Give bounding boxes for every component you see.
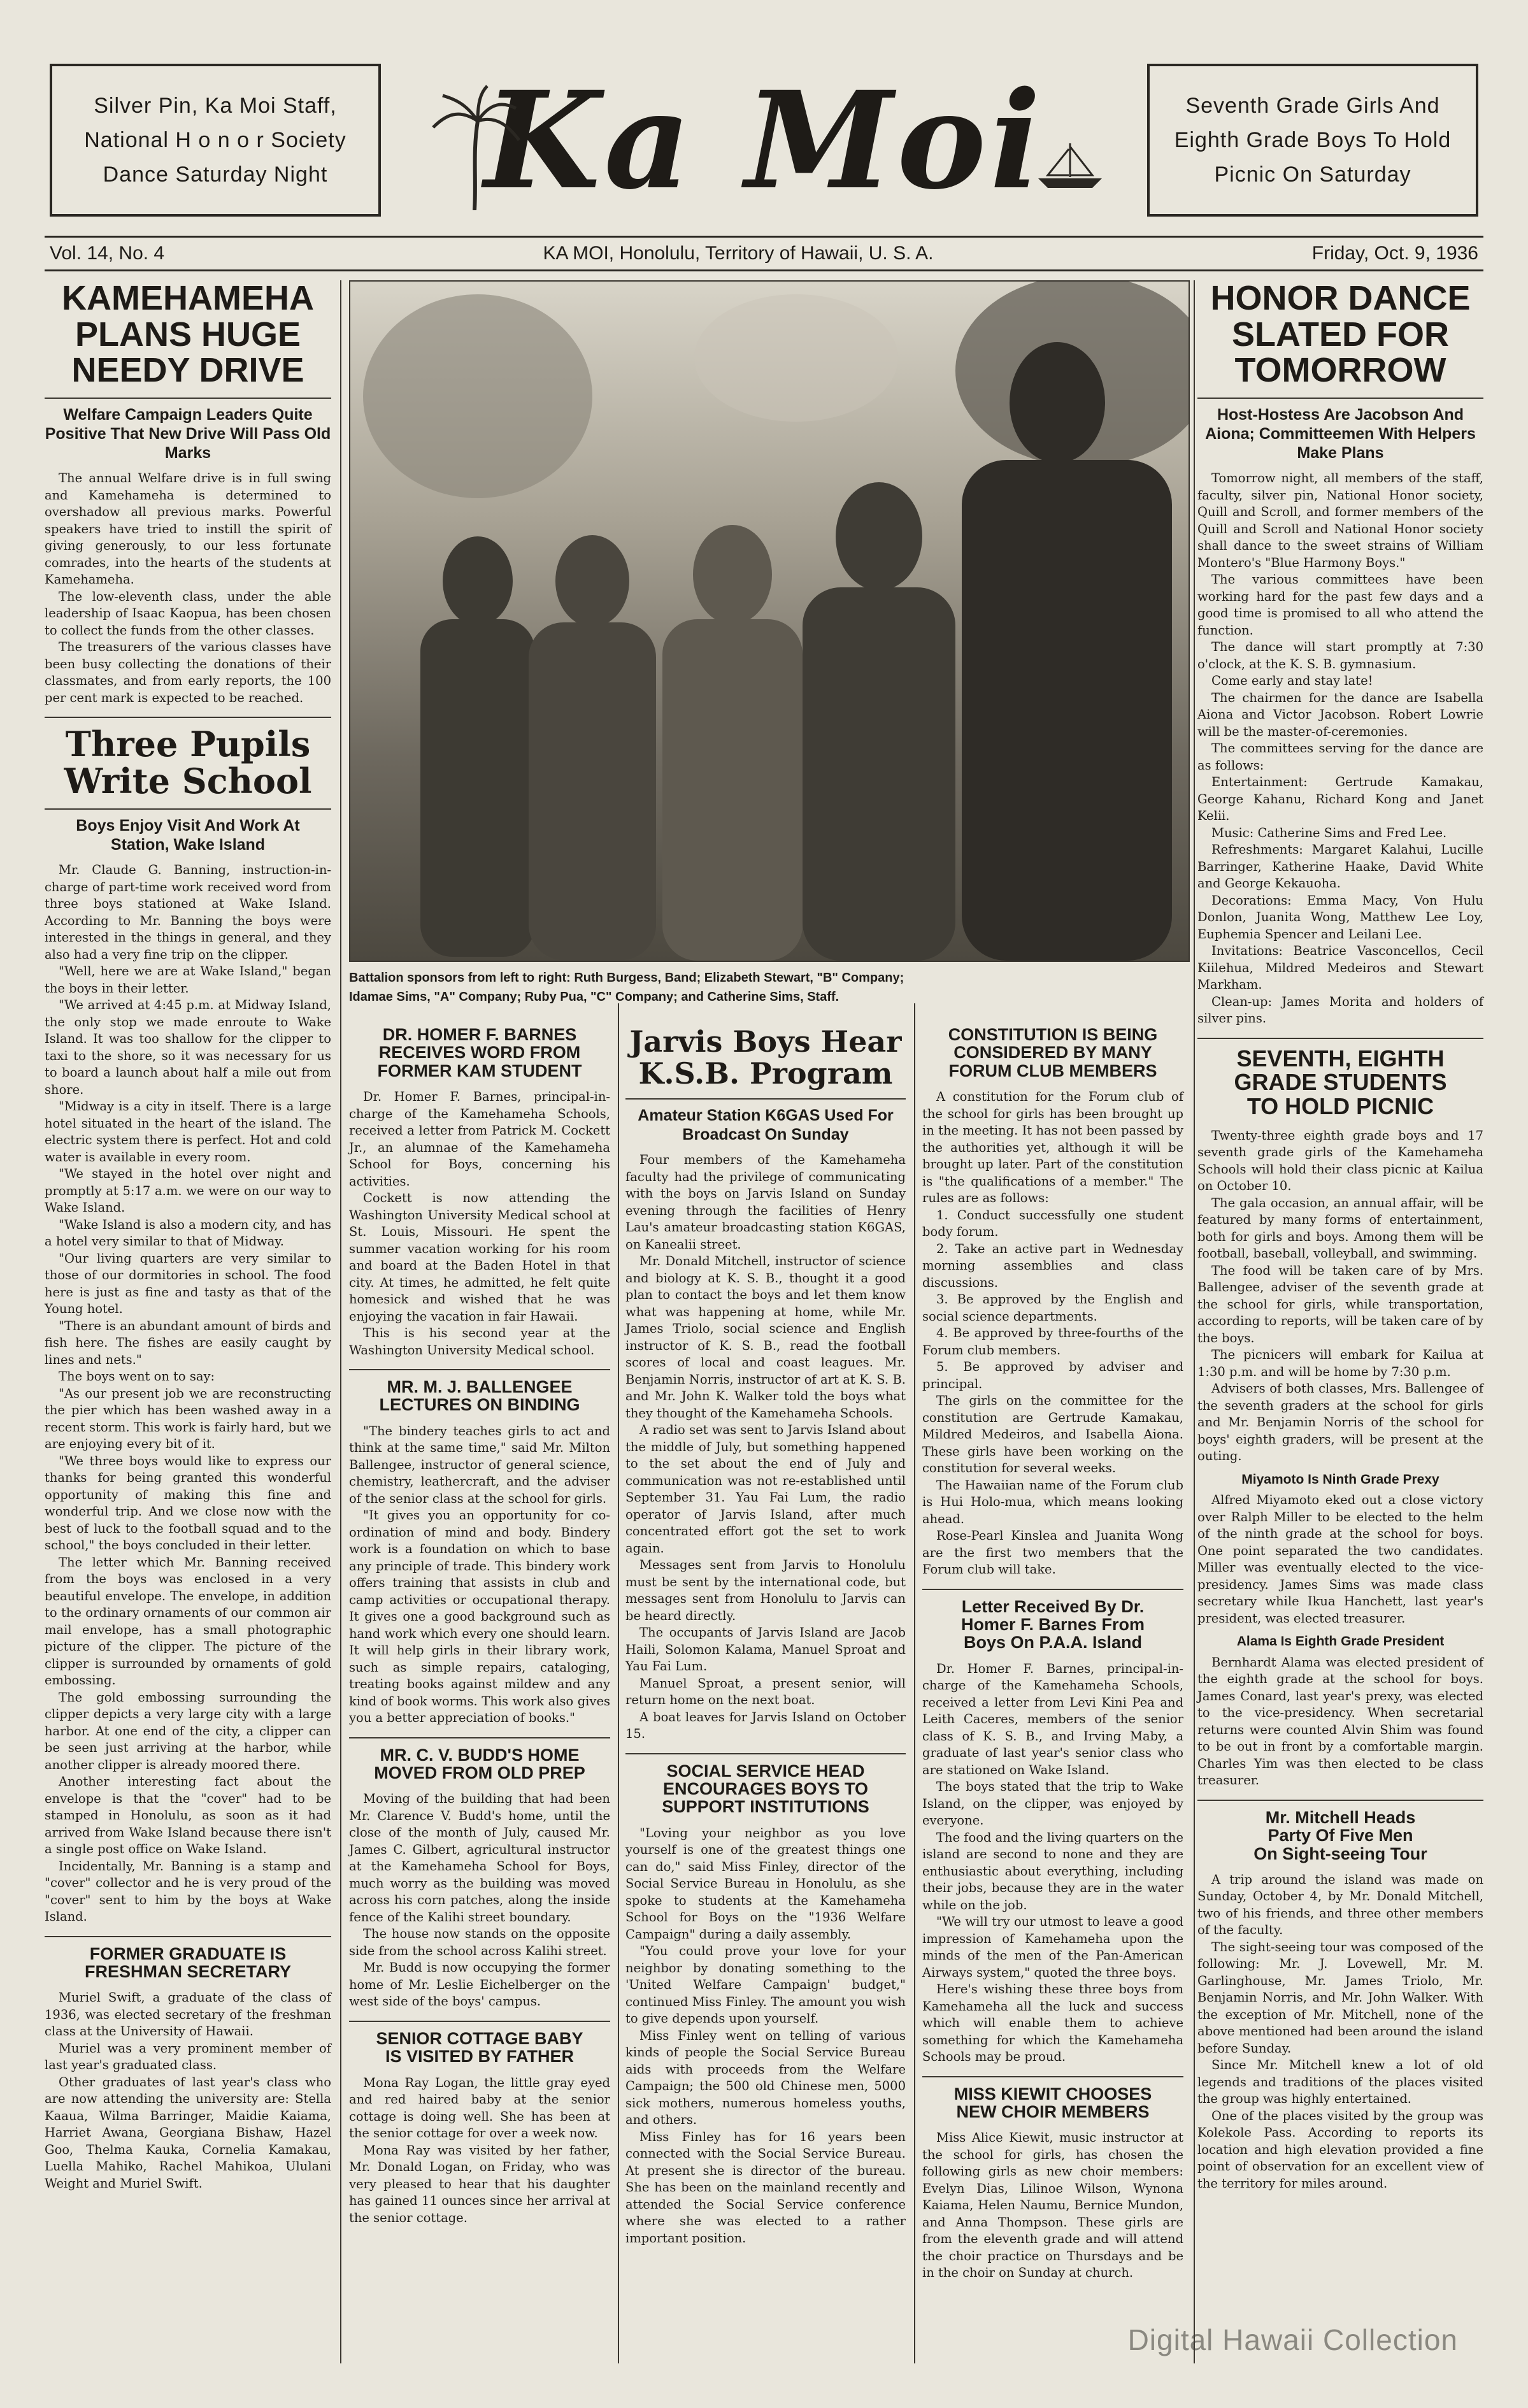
column-rule (1194, 280, 1195, 2363)
paragraph: Miss Alice Kiewit, music instructor at the school for girls, has chosen the following girls as new choir members: Evelyn Dias, Lilinoe Wilson, Wynona Kaiama, Helen Naumu, Bernice Mundon, and Anna Thompson. These girls are from the eleventh grade and will attend the choir practice on Thursdays and be in the choir on Sunday at church. (922, 2130, 1183, 2281)
article-kiewit-choir (922, 2085, 1183, 2282)
paragraph: Incidentally, Mr. Banning is a stamp and "cover" collector and he is very proud of the "cover" sent to him by the boys at Wake Island. (45, 1858, 331, 1924)
left-ear-line-1: Silver Pin, Ka Moi Staff, (94, 94, 337, 118)
headline-line: FRESHMAN SECRETARY (84, 1961, 291, 1981)
right-ear-line-1: Seventh Grade Girls And (1185, 94, 1440, 118)
paragraph: The occupants of Jarvis Island are Jacob Haili, Solomon Kalama, Manuel Sproat and Yau Fai Lum. (625, 1625, 906, 1673)
subheadline: Boys Enjoy Visit And Work At Station, Wake Island (45, 808, 331, 854)
paragraph: The food will be taken care of by Mrs. Ballengee, adviser of the seventh grade at the school for girls, while transportation, according to reports, will be taken care of by the boys. (1197, 1263, 1483, 1345)
headline-line: MR. C. V. BUDD'S HOME (380, 1745, 580, 1765)
subheadline: Welfare Campaign Leaders Quite Positive That New Drive Will Pass Old Marks (45, 398, 331, 462)
paragraph: "Well, here we are at Wake Island," began the boys in their letter. (45, 964, 331, 996)
paragraph: Decorations: Emma Macy, Von Hulu Donlon, Juanita Wong, Matthew Lee Loy, Euphemia Spencer and Leilani Lee. (1197, 892, 1483, 942)
paragraph: Tomorrow night, all members of the staff, faculty, silver pin, National Honor society, Quill and Scroll, and former members of the Quill and Scroll and National Honor society shall dance to the sweet strains of William Montero's "Blue Harmony Boys." (1197, 471, 1483, 570)
headline (45, 1945, 331, 1981)
paragraph: Mr. Donald Mitchell, instructor of science and biology at K. S. B., thought it a good plan to contact the boys and let them know what was happening at home, while Mr. James Triolo, social science and English instructor of K. S. B., read the football scores of local and coast leagues. Mr. Benjamin Norris, instructor of art at K. S. B. and Mr. John K. Walker told the boys what they thought of the Kamehameha Schools. (625, 1254, 906, 1421)
paragraph: 5. Be approved by adviser and principal. (922, 1359, 1183, 1391)
headline-line: Letter Received By Dr. (961, 1596, 1145, 1616)
divider (922, 1589, 1183, 1590)
headline-line: FORUM CLUB MEMBERS (948, 1061, 1157, 1080)
paragraph: Dr. Homer F. Barnes, principal-in-charge of the Kamehameha Schools, received a letter from Patrick M. Cockett Jr., an alumnae of the Kamehameha School for Boys, concerning his activities. (349, 1089, 610, 1189)
subheadline: Host-Hostess Are Jacobson And Aiona; Committeemen With Helpers Make Plans (1197, 398, 1483, 462)
divider (1197, 1038, 1483, 1039)
paragraph: "The bindery teaches girls to act and think at the same time," said Mr. Milton Ballengee, instructor of general science, chemistry, leathercraft, and the adviser of the senior class at the school for girls. (349, 1423, 610, 1506)
paragraph: The annual Welfare drive is in full swing and Kamehameha is determined to overshadow all previous marks. Powerful speakers have tried to instill the spirit of giving generously, to our less fortunate comrades, into the hearts of the students at Kamehameha. (45, 471, 331, 587)
paragraph: Mr. Budd is now occupying the former home of Mr. Leslie Eichelberger on the west side of the boys' campus. (349, 1960, 610, 2009)
volume-number: Vol. 14, No. 4 (50, 243, 165, 264)
headline-line: IS VISITED BY FATHER (385, 2047, 575, 2067)
paragraph: "Our living quarters are very similar to those of our dormitories in school. The food here is just as fine and tasty as that of the Young hotel. (45, 1251, 331, 1317)
headline-line: TO HOLD PICNIC (1246, 1093, 1434, 1120)
paragraph: The chairmen for the dance are Isabella Aiona and Victor Jacobson. Robert Lowrie will be the master-of-ceremonies. (1197, 690, 1483, 739)
paragraph: The treasurers of the various classes have been busy collecting the donations of their classmates, and from early reports, the 100 per cent mark is expected to be reached. (45, 640, 331, 705)
column-5 (1197, 280, 1483, 2192)
headline (922, 1026, 1183, 1080)
paragraph: The boys went on to say: (59, 1369, 215, 1384)
article-honor-dance (1197, 280, 1483, 1028)
headline-line: Write School (64, 761, 312, 802)
left-ear-box (50, 64, 381, 217)
right-ear-line-3: Picnic On Saturday (1214, 162, 1411, 187)
group-photo-illustration (350, 282, 1189, 961)
headline-line: NEW CHOIR MEMBERS (956, 2102, 1150, 2121)
headline-line: SEVENTH, EIGHTH (1236, 1045, 1445, 1071)
subheadline: Amateur Station K6GAS Used For Broadcast On Sunday (625, 1098, 906, 1144)
paragraph: Rose-Pearl Kinslea and Juanita Wong are the first two members that the Forum club will take. (922, 1528, 1183, 1577)
headline-line: CONSIDERED BY MANY (953, 1043, 1152, 1063)
headline-line: SLATED FOR (1232, 315, 1449, 354)
right-ear-line-2: Eighth Grade Boys To Hold (1174, 128, 1452, 152)
article-jarvis-boys (625, 1026, 906, 1743)
paragraph: The gala occasion, an annual affair, will be featured by many forms of entertainment, both for girls and boys. Among them will be football, baseball, volleyball, and swimming. (1197, 1195, 1483, 1261)
paragraph: Twenty-three eighth grade boys and 17 seventh grade girls of the Kamehameha Schools will hold their class picnic at Kailua on October 10. (1197, 1128, 1483, 1194)
paragraph: Miss Finley has for 16 years been connected with the Social Service Bureau. At present she is director of the bureau. She has been on the mainland recently and attended the Social Service conference where she was elected to a rather important position. (625, 2129, 906, 2246)
article-former-graduate (45, 1945, 331, 2193)
column-3 (625, 1026, 906, 2247)
paragraph: The various committees have been working hard for the past few days and a good time is promised to all who attend the function. (1197, 572, 1483, 638)
headline (1197, 1809, 1483, 1863)
divider (349, 1737, 610, 1738)
divider (45, 717, 331, 718)
headline-line: NEEDY DRIVE (71, 351, 304, 390)
paragraph: "As our present job we are reconstructing the pier which has been washed away in a recent storm. This work is fairly hard, but we are enjoying every bit of it. (45, 1386, 331, 1452)
paragraph: Four members of the Kamehameha faculty had the privilege of communicating with the boys on Jarvis Island on Sunday evening through the facilities of Henry Lau's amateur broadcasting station K6GAS, on Kanealii street. (625, 1152, 906, 1252)
paragraph: Alfred Miyamoto eked out a close victory over Ralph Miller to be elected to the helm of the ninth grade at the school for boys. One point separated the two candidates. Miller was eventually elected to the vice-presidency. James Sims was made class secretary while Ikua Hanchett, last year's president, was elected treasurer. (1197, 1493, 1483, 1626)
paragraph: The Hawaiian name of the Forum club is Hui Holo-mua, which means looking ahead. (922, 1477, 1183, 1526)
headline (1197, 280, 1483, 389)
column-2 (349, 1026, 610, 2226)
paragraph: Messages sent from Jarvis to Honolulu must be sent by the international code, but messages sent from Honolulu to Jarvis can be heard directly. (625, 1558, 906, 1623)
headline-line: ENCOURAGES BOYS TO (662, 1779, 869, 1798)
headline (349, 2030, 610, 2066)
headline-line: Boys On P.A.A. Island (963, 1633, 1143, 1652)
column-1 (45, 280, 331, 2192)
sailing-ship-icon (1032, 140, 1108, 191)
headline (349, 1026, 610, 1080)
column-rule (914, 1003, 915, 2363)
headline-line: Homer F. Barnes From (960, 1614, 1145, 1634)
subhead: Miyamoto Is Ninth Grade Prexy (1241, 1472, 1439, 1487)
paragraph: Mona Ray was visited by her father, Mr. Donald Logan, on Friday, who was very pleased to hear that his daughter has gained 11 ounces since her arrival at the senior cottage. (349, 2142, 610, 2225)
paragraph: The gold embossing surrounding the clipper depicts a very large city with a large harbor. At one end of the city, a clipper can be seen just arriving at the harbor, while another clipper is already moored there. (45, 1689, 331, 1772)
masthead-title: Ka Moi (484, 61, 1045, 219)
subhead: Alama Is Eighth Grade President (1236, 1634, 1445, 1649)
article-three-pupils (45, 726, 331, 1926)
paragraph: "We will try our utmost to leave a good impression of Kamehameha upon the minds of the men of the Pan-American Airways system," quoted the three boys. (922, 1914, 1183, 1980)
paragraph: "We stayed in the hotel over night and promptly at 5:17 a.m. we were on our way to Wake Island. (45, 1166, 331, 1215)
paragraph: Mr. Claude G. Banning, instruction-in-charge of part-time work received word from three boys stationed at Wake Island. According to Mr. Banning the boys were interested in the things in general, and they also had a very fine trip on the clipper. (45, 863, 331, 962)
paragraph: The sight-seeing tour was composed of the following: Mr. J. Lovewell, Mr. M. Garlinghouse, Mr. James Triolo, Mr. Benjamin Norris, and Mr. John Walker. With the exception of Mr. Mitchell, none of the above mentioned had been around the island before Sunday. (1197, 1939, 1483, 2056)
article-letter-barnes (922, 1598, 1183, 2066)
left-ear-line-2: National H o n o r Society (84, 128, 346, 152)
newspaper-page (45, 25, 1483, 2383)
paragraph: One of the places visited by the group was Kolekole Pass. According to reports its location and high elevation provided a fine point of observation for an excellent view of the territory for miles around. (1197, 2108, 1483, 2191)
paragraph: Dr. Homer F. Barnes, principal-in-charge of the Kamehameha Schools, received a letter from Levi Kini Pea and Leith Caceres, members of the senior class of K. S. B., and Irving Maby, a graduate of last year's senior class who are stationed on Wake Island. (922, 1661, 1183, 1777)
headline-line: KAMEHAMEHA (62, 279, 314, 317)
headline-line: RECEIVES WORD FROM (378, 1043, 581, 1063)
headline-line: Party Of Five Men (1267, 1826, 1413, 1845)
paragraph: Miss Finley went on telling of various kinds of people the Social Service Bureau aids with proceeds from the Welfare Campaign; the 500 old Chinese men, 5000 sick mothers, numerous homeless youths, and others. (625, 2028, 906, 2128)
paragraph: "We arrived at 4:45 p.m. at Midway Island, the only stop we made enroute to Wake Island. It was too shallow for the clipper to taxi to the shore, so it was necessary for us to board a launch about half a mile out from shore. (45, 998, 331, 1097)
paragraph: This is his second year at the Washington University Medical school. (349, 1326, 610, 1358)
headline-line: PLANS HUGE (75, 315, 301, 354)
headline-line: HONOR DANCE (1210, 279, 1471, 317)
headline (349, 1378, 610, 1414)
headline-line: Three Pupils (65, 724, 311, 765)
paragraph: The boys stated that the trip to Wake Island, on the clipper, was enjoyed by everyone. (922, 1779, 1183, 1828)
paragraph: The girls on the committee for the constitution are Gertrude Kamakau, Mildred Medeiros, and Isabella Aiona. These girls have been working on the constitution for several weeks. (922, 1393, 1183, 1476)
paragraph: The low-eleventh class, under the able leadership of Isaac Kaopua, has been chosen to collect the funds from the other classes. (45, 589, 331, 638)
paragraph: "Loving your neighbor as you love yourself is one of the greatest things one can do," said Miss Finley, director of the Social Service Bureau in Honolulu, as she spoke to students at the Kamehameha School for Boys on the "1936 Welfare Campaign" during a daily assembly. (625, 1825, 906, 1942)
right-ear-box (1147, 64, 1478, 217)
article-ballengee (349, 1378, 610, 1727)
dateline-place: KA MOI, Honolulu, Territory of Hawaii, U. S. A. (543, 243, 934, 264)
paragraph: Since Mr. Mitchell knew a lot of old legends and traditions of the places visited the group was highly entertained. (1197, 2058, 1483, 2107)
headline (625, 1762, 906, 1816)
paragraph: "Midway is a city in itself. There is a large hotel situated in the heart of the island. The electric system there is perfect. Hot and cold water is available in every room. (45, 1099, 331, 1165)
paragraph: The dance will start promptly at 7:30 o'clock, at the K. S. B. gymnasium. (1197, 640, 1483, 671)
paragraph: Clean-up: James Morita and holders of silver pins. (1197, 994, 1483, 1026)
headline (922, 2085, 1183, 2121)
article-social-service (625, 1762, 906, 2247)
column-rule (340, 280, 341, 2363)
paragraph: A radio set was sent to Jarvis Island about the middle of July, but something happened to the set about the end of July and communication was not re-established until September 31. Yau Fai Lum, the radio operator of Jarvis Island, after much concentrated effort got the set to work again. (625, 1423, 906, 1556)
paragraph: A trip around the island was made on Sunday, October 4, by Mr. Donald Mitchell, two of his friends, and three other members of the faculty. (1197, 1872, 1483, 1938)
article-constitution (922, 1026, 1183, 1579)
paragraph: Cockett is now attending the Washington University Medical school at St. Louis, Missouri. He spent the summer vacation working for his room and board at the Baden Hotel in that city. At times, he admitted, he felt quite homesick and wished that he was enjoying the vacation in fair Hawaii. (349, 1191, 610, 1324)
battalion-sponsors-photo (349, 280, 1190, 962)
divider (1197, 1800, 1483, 1801)
paragraph: "You could prove your love for your neighbor by donating something to the 'United Welfare Campaign' budget," continued Miss Finley. The amount you wish to give depends upon yourself. (625, 1944, 906, 2026)
palm-tree-icon (427, 83, 522, 210)
paragraph: The letter which Mr. Banning received from the boys was enclosed in a very beautiful envelope. The envelope, in addition to the ordinary ornaments of our common air mail envelope, has a small photographic picture of the clipper. The picture of the clipper is surrounded by ornaments of gold embossing. (45, 1554, 331, 1688)
paragraph: Moving of the building that had been Mr. Clarence V. Budd's home, until the close of the month of July, caused Mr. James C. Gilbert, agricultural instructor at the Kamehameha School for Boys, much worry as the building was moved across his corn patches, along the inside fence of the Kalihi street boundary. (349, 1791, 610, 1924)
masthead (401, 51, 1127, 229)
paragraph: Muriel was a very prominent member of last year's graduated class. (45, 2040, 331, 2073)
headline (45, 280, 331, 389)
paragraph: Refreshments: Margaret Kalahui, Lucille Barringer, Katherine Haake, David White and George Kekauoha. (1197, 842, 1483, 891)
article-picnic (1197, 1047, 1483, 1789)
paragraph: 3. Be approved by the English and social science departments. (922, 1292, 1183, 1324)
paragraph: The food and the living quarters on the island are second to none and they are enthusiastic about everything, including their jobs, because they are in the water while on the job. (922, 1830, 1183, 1912)
article-barnes-word (349, 1026, 610, 1359)
divider (45, 1936, 331, 1937)
paragraph: Invitations: Beatrice Vasconcellos, Cecil Kiilehua, Mildred Medeiros and Stewart Markham. (1197, 943, 1483, 993)
collection-watermark: Digital Hawaii Collection (1127, 2323, 1458, 2356)
headline-line: MOVED FROM OLD PREP (374, 1763, 585, 1783)
article-mitchell-tour (1197, 1809, 1483, 2193)
paragraph: "Wake Island is also a modern city, and has a hotel very similar to that of Midway. (45, 1217, 331, 1249)
headline (1197, 1047, 1483, 1119)
headline-line: GRADE STUDENTS (1234, 1069, 1447, 1096)
column-4 (922, 1026, 1183, 2282)
paragraph: Mona Ray Logan, the little gray eyed and red haired baby at the senior cottage is doing well. She has been at the senior cottage for over a week now. (349, 2075, 610, 2141)
headline (45, 724, 331, 802)
paragraph: 1. Conduct successfully one student body forum. (922, 1207, 1183, 1240)
paragraph: A constitution for the Forum club of the school for girls has been brought up in the meeting. It has not been passed by the authorities yet, although it will be brought up later. Part of the constitution is "the qualifications of a member." The rules are as follows: (922, 1089, 1183, 1206)
headline-line: Mr. Mitchell Heads (1265, 1807, 1416, 1827)
paragraph: Advisers of both classes, Mrs. Ballengee of the seventh graders at the school for girls and Mr. Benjamin Norris of the school for boys' eighth graders, will be present at the outing. (1197, 1381, 1483, 1464)
headline (922, 1598, 1183, 1652)
paragraph: Muriel Swift, a graduate of the class of 1936, was elected secretary of the freshman class at the University of Hawaii. (45, 1990, 331, 2039)
paragraph: "There is an abundant amount of birds and fish here. The fishes are easily caught by lines and nets." (45, 1318, 331, 1367)
headline-line: FORMER GRADUATE IS (89, 1944, 287, 1963)
dateline (45, 236, 1483, 271)
headline-line: MISS KIEWIT CHOOSES (953, 2084, 1152, 2103)
paragraph: Another interesting fact about the envelope is that the "cover" had to be stamped in Honolulu, as soon as it had arrived from Wake Island because there isn't a single post office on Wake Island. (45, 1774, 331, 1857)
headline-line: Jarvis Boys Hear (629, 1024, 902, 1059)
left-ear-line-3: Dance Saturday Night (103, 162, 328, 187)
photo-caption: Battalion sponsors from left to right: Ruth Burgess, Band; Elizabeth Stewart, "B" Company; Idamae Sims, "A" Company; Ruby Pua, "C" Company; and Catherine Sims, Staff. (349, 971, 904, 1004)
headline-line: TOMORROW (1234, 351, 1446, 390)
headline-line: FORMER KAM STUDENT (377, 1061, 582, 1080)
divider (625, 1753, 906, 1754)
paragraph: Bernhardt Alama was elected president of the eighth grade at the school for boys. James Conard, last year's prexy, was elected to the vice-presidency. When secretarial returns were counted Alvin Shim was found to be out in front by a comfortable margin. Charles Yim was then elected to be class treasurer. (1197, 1654, 1483, 1788)
paragraph: Other graduates of last year's class who are now attending the university are: Stella Kaaua, Wilma Barringer, Maidie Kaiama, Harriet Awana, Georgiana Bishaw, Hazel Goo, Thelma Kauka, Cornelia Kamakau, Luella Mahiko, Rachel Mahikoa, Ululani Weight and Muriel Swift. (45, 2074, 331, 2191)
paragraph: "It gives you an opportunity for co-ordination of mind and body. Bindery work is a foundation on which to base any principle of trade. This bindery work offers training that assists in club and camp activities or occupational therapy. It gives one a good background such as hand work which every one should learn. It will help girls in their library work, such as simple repairs, cataloging, treating books against mildew and any kind of book worms. This work also gives you a better appreciation of books." (349, 1508, 610, 1726)
paragraph: The house now stands on the opposite side from the school across Kalihi street. (349, 1926, 610, 1958)
headline-line: SOCIAL SERVICE HEAD (666, 1761, 865, 1781)
headline-line: MR. M. J. BALLENGEE (387, 1377, 573, 1397)
paragraph: Music: Catherine Sims and Fred Lee. (1211, 825, 1447, 840)
paragraph: Here's wishing these three boys from Kamehameha all the luck and success which will enable them to achieve something for which the Kamehameha Schools may be proud. (922, 1982, 1183, 2065)
divider (349, 1369, 610, 1370)
headline-line: CONSTITUTION IS BEING (948, 1025, 1158, 1044)
article-budd-home (349, 1746, 610, 2010)
issue-date: Friday, Oct. 9, 1936 (1311, 243, 1478, 264)
paragraph: 4. Be approved by three-fourths of the Forum club members. (922, 1326, 1183, 1358)
divider (349, 2021, 610, 2022)
paragraph: Entertainment: Gertrude Kamakau, George Kahanu, Richard Kong and Janet Kelii. (1197, 775, 1483, 824)
paragraph: 2. Take an active part in Wednesday morning assemblies and class discussions. (922, 1241, 1183, 1290)
headline-line: LECTURES ON BINDING (379, 1395, 580, 1415)
headline (349, 1746, 610, 1782)
divider (922, 2076, 1183, 2077)
headline-line: DR. HOMER F. BARNES (382, 1025, 577, 1044)
column-rule (618, 1003, 619, 2363)
headline-line: SENIOR COTTAGE BABY (376, 2028, 583, 2048)
headline-line: K.S.B. Program (638, 1056, 893, 1091)
paragraph: Manuel Sproat, a present senior, will return home on the next boat. (625, 1675, 906, 1707)
paragraph: "We three boys would like to express our thanks for being granted this wonderful opportunity of making this fine and wonderful trip. And we close now with the best of luck to the football squad and to the school," the boys concluded in their letter. (45, 1453, 331, 1553)
paragraph: The picnicers will embark for Kailua at 1:30 p.m. and will be home by 7:30 p.m. (1197, 1347, 1483, 1379)
paragraph: A boat leaves for Jarvis Island on October 15. (625, 1709, 906, 1741)
paragraph: The committees serving for the dance are as follows: (1197, 741, 1483, 773)
paragraph: Come early and stay late! (1211, 673, 1373, 689)
headline-line: On Sight-seeing Tour (1253, 1844, 1427, 1863)
headline-line: SUPPORT INSTITUTIONS (662, 1797, 869, 1817)
article-cottage-baby (349, 2030, 610, 2226)
article-welfare-drive (45, 280, 331, 706)
headline (625, 1026, 906, 1089)
